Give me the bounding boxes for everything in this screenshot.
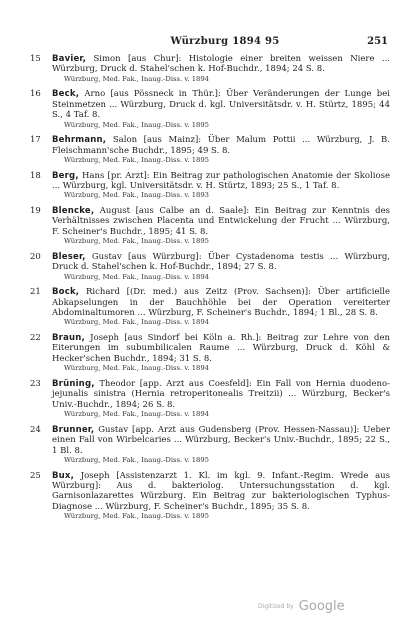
faculty-note: Würzburg, Med. Fak., Inaug.-Diss. v. 1895 — [64, 512, 210, 521]
dissertation-entry — [30, 471, 390, 521]
citation-text: August [aus Calbe an d. Saale]: Ein Beitrag zur Kenntnis des Verhältnisses zwischen Placenta und Entwickelung der Frucht ... Würzburg, F. Scheiner's Buchdr., 1895; 41 S. 8. — [52, 206, 391, 237]
author-surname: Brunner, — [52, 424, 95, 435]
faculty-note: Würzburg, Med. Fak., Inaug.-Diss. v. 1894 — [64, 74, 210, 83]
dissertation-entry — [30, 425, 390, 465]
page-header — [60, 36, 390, 50]
citation-text: Gustav [aus Würzburg]: Über Cystadenoma testis ... Würzburg, Druck d. Stahel'schen k. Hof-Buchdr., 1894; 27 S. 8. — [52, 251, 390, 273]
dissertation-entry — [30, 171, 390, 200]
entry-number: 22 — [30, 333, 41, 344]
entry-citation — [52, 135, 390, 156]
dissertation-entry — [30, 89, 390, 129]
running-title: Würzburg 1894 95 — [170, 36, 280, 47]
author-surname: Beck, — [52, 89, 80, 100]
faculty-note: Würzburg, Med. Fak., Inaug.-Diss. v. 1893 — [64, 191, 210, 200]
dissertation-entry — [30, 287, 390, 327]
entry-number: 16 — [30, 89, 41, 100]
author-surname: Blencke, — [52, 206, 95, 217]
author-surname: Brüning, — [52, 378, 95, 389]
dissertation-entry — [30, 54, 390, 83]
dissertation-list — [30, 54, 390, 527]
faculty-note: Würzburg, Med. Fak., Inaug.-Diss. v. 1895 — [64, 237, 210, 246]
entry-number: 20 — [30, 251, 41, 262]
faculty-note: Würzburg, Med. Fak., Inaug.-Diss. v. 1895 — [64, 156, 210, 165]
entry-number: 17 — [30, 135, 41, 146]
dissertation-entry — [30, 135, 390, 164]
author-surname: Bavier, — [52, 54, 87, 64]
entry-number: 15 — [30, 54, 41, 64]
entry-citation — [52, 471, 390, 513]
author-surname: Bleser, — [52, 251, 86, 262]
citation-text: Arno [aus Pössneck in Thür.]: Über Veränderungen der Lunge bei Steinmetzen ... Würzburg, Druck d. kgl. Universitätsdr. v. H. Stürtz, 1895; 44 S., 4 Taf. 8. — [52, 89, 390, 121]
faculty-note: Würzburg, Med. Fak., Inaug.-Diss. v. 1895 — [64, 120, 210, 129]
google-logo-text: Google — [298, 599, 345, 614]
author-surname: Behrmann, — [52, 135, 107, 146]
entry-number: 21 — [30, 287, 41, 298]
entry-citation — [52, 206, 390, 237]
author-surname: Bock, — [52, 287, 80, 298]
citation-text: Salon [aus Mainz]: Über Malum Pottii ... Würzburg, J. B. Fleischmann'sche Buchdr., 1895; 49 S. 8. — [52, 135, 390, 156]
author-surname: Berg, — [52, 170, 79, 181]
entry-citation — [52, 89, 390, 120]
author-surname: Bux, — [52, 470, 75, 481]
citation-text: Joseph [Assistenzarzt 1. Kl. im kgl. 9. Infant.-Regim. Wrede aus Würzburg]: Aus d. bakteriolog. Untersuchungsstation d. kgl. Garnisonlazarettes Würzburg. Ein Beitrag zur bakteriologischen Typhus-Diagnose ... Würzburg, F. Scheiner's Buchdr., 1895; 35 S. 8. — [52, 470, 390, 512]
faculty-note: Würzburg, Med. Fak., Inaug.-Diss. v. 1894 — [64, 272, 210, 281]
author-surname: Braun, — [52, 333, 85, 344]
digitized-by-label: Digitized by — [258, 603, 294, 610]
entry-number: 19 — [30, 206, 41, 217]
entry-citation — [52, 54, 390, 75]
faculty-note: Würzburg, Med. Fak., Inaug.-Diss. v. 1894 — [64, 410, 210, 419]
citation-text: Theodor [app. Arzt aus Coesfeld]: Ein Fall von Hernia duodeno-jejunalis sinistra (Hernia retroperitonealis Treitzii) ... Würzburg, Becker's Univ.-Buchdr., 1894; 26 S. 8. — [52, 378, 390, 410]
dissertation-entry — [30, 206, 390, 246]
citation-text: Joseph [aus Sindorf bei Köln a. Rh.]: Beitrag zur Lehre von den Eiterungen im subumbilicalen Raume ... Würzburg, Druck d. Köhl & Hecker'schen Buchdr., 1894; 31 S. 8. — [52, 333, 391, 364]
faculty-note: Würzburg, Med. Fak., Inaug.-Diss. v. 1894 — [64, 318, 210, 327]
faculty-note: Würzburg, Med. Fak., Inaug.-Diss. v. 1895 — [64, 455, 210, 464]
citation-text: Hans [pr. Arzt]: Ein Beitrag zur pathologischen Anatomie der Skoliose ... Würzburg, kgl. Universitätsdr. v. H. Stürtz, 1893; 25 S., 1 Taf. 8. — [52, 170, 390, 192]
dissertation-entry — [30, 379, 390, 419]
entry-number: 18 — [30, 170, 41, 181]
dissertation-entry — [30, 333, 390, 373]
entry-citation — [52, 379, 390, 410]
dissertation-entry — [30, 252, 390, 281]
entry-citation — [52, 171, 390, 192]
entry-number: 23 — [30, 378, 41, 389]
page-number: 251 — [367, 36, 388, 47]
citation-text: Simon [aus Chur]: Histologie einer breiten weissen Niere ... Würzburg, Druck d. Stahel'schen k. Hof-Buchdr., 1894; 24 S. 8. — [52, 54, 391, 75]
faculty-note: Würzburg, Med. Fak., Inaug.-Diss. v. 1894 — [64, 364, 210, 373]
entry-citation — [52, 333, 390, 364]
entry-citation — [52, 287, 390, 318]
citation-text: Gustav [app. Arzt aus Gudensberg (Prov. Hessen-Nassau)]: Ueber einen Fall von Wirbelcaries ... Würzburg, Becker's Univ.-Buchdr., 1895; 22 S., 1 Bl. 8. — [52, 424, 391, 456]
entry-citation — [52, 425, 390, 456]
google-watermark — [258, 596, 378, 616]
entry-number: 25 — [30, 470, 41, 481]
entry-number: 24 — [30, 424, 41, 435]
citation-text: Richard [(Dr. med.) aus Zeitz (Prov. Sachsen)]: Über artificielle Abkapselungen in der Bauchhöhle bei der Operation vereiterter Abdominaltumoren ... Würzburg, F. Scheiner's Buchdr., 1894; 1 Bl., 28 S. 8. — [52, 287, 390, 319]
entry-citation — [52, 252, 390, 273]
